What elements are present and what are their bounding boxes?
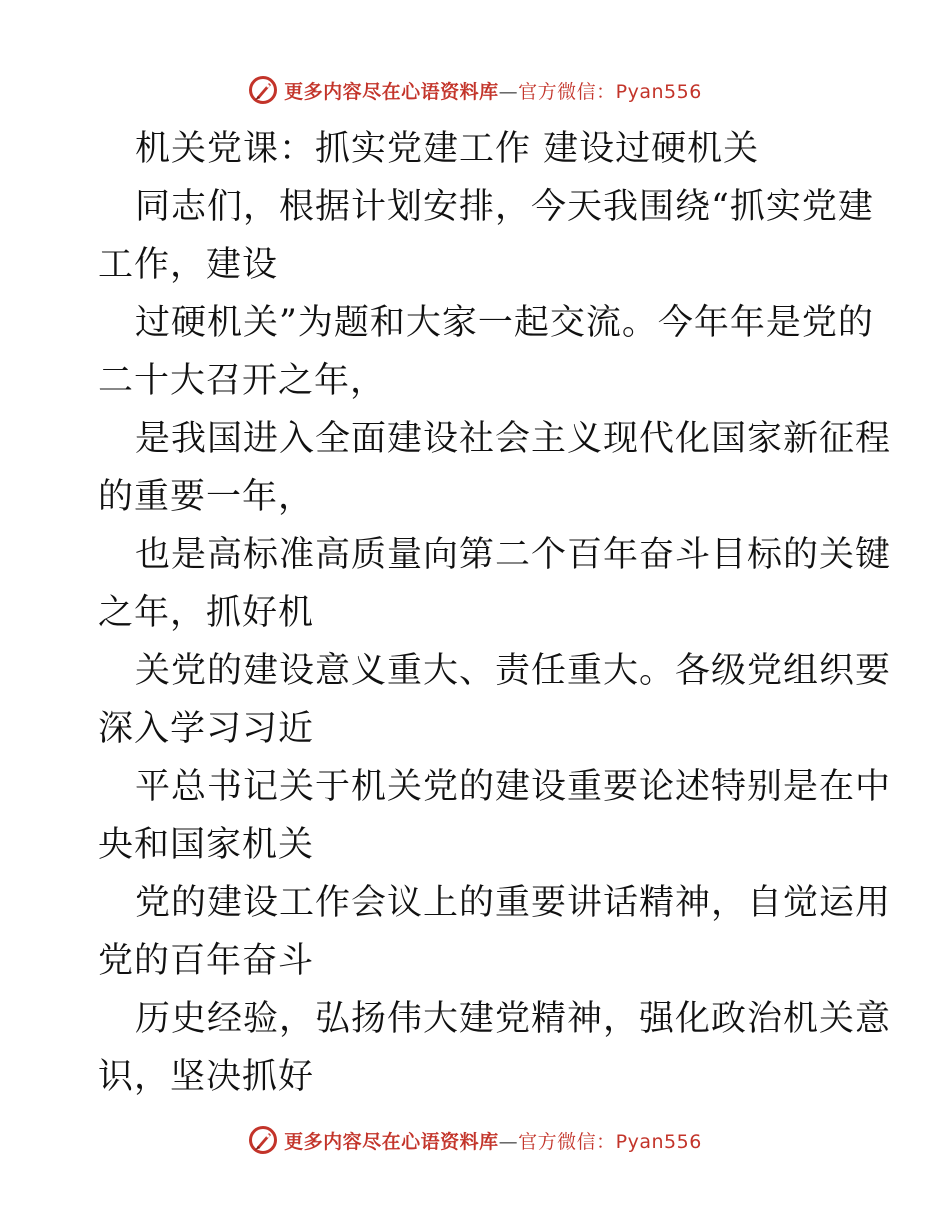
text-line: 也是高标准高质量向第二个百年奋斗目标的关键: [135, 535, 892, 575]
text-line: 二十大召开之年，: [98, 361, 387, 401]
footer-banner: [0, 1120, 950, 1160]
text-line: 之年，抓好机: [98, 593, 315, 633]
text-line: 平总书记关于机关党的建设重要论述特别是在中: [135, 767, 892, 807]
text-line: 央和国家机关: [98, 825, 315, 865]
text-line: 深入学习习近: [98, 709, 315, 749]
text-line: 的重要一年，: [98, 477, 315, 517]
header-banner: [0, 70, 950, 110]
text-line: 过硬机关”为题和大家一起交流。今年年是党的: [135, 303, 874, 343]
text-line: 党的百年奋斗: [98, 941, 315, 981]
banner-inner: [248, 1125, 702, 1155]
banner-wechat: 官方微信：Pyan556: [518, 80, 702, 103]
document-body: [98, 120, 892, 1106]
text-line: 党的建设工作会议上的重要讲话精神，自觉运用: [135, 883, 892, 923]
banner-separator: —: [498, 80, 519, 103]
banner-inner: [248, 75, 702, 105]
text-line: 是我国进入全面建设社会主义现代化国家新征程: [135, 419, 892, 459]
banner-wechat: 官方微信：Pyan556: [518, 1130, 702, 1153]
banner-brand: 更多内容尽在心语资料库: [284, 80, 499, 103]
banner-text: [284, 1127, 702, 1154]
text-line: 关党的建设意义重大、责任重大。各级党组织要: [135, 651, 892, 691]
text-line: 历史经验，弘扬伟大建党精神，强化政治机关意: [135, 999, 892, 1039]
text-line: 机关党课：抓实党建工作 建设过硬机关: [135, 129, 760, 169]
quill-logo-icon: [248, 75, 278, 105]
banner-text: [284, 77, 702, 104]
text-line: 识，坚决抓好: [98, 1057, 315, 1097]
banner-separator: —: [498, 1130, 519, 1153]
text-line: 工作，建设: [98, 245, 279, 285]
quill-logo-icon: [248, 1125, 278, 1155]
text-line: 同志们，根据计划安排，今天我围绕“抓实党建: [135, 187, 874, 227]
banner-brand: 更多内容尽在心语资料库: [284, 1130, 499, 1153]
